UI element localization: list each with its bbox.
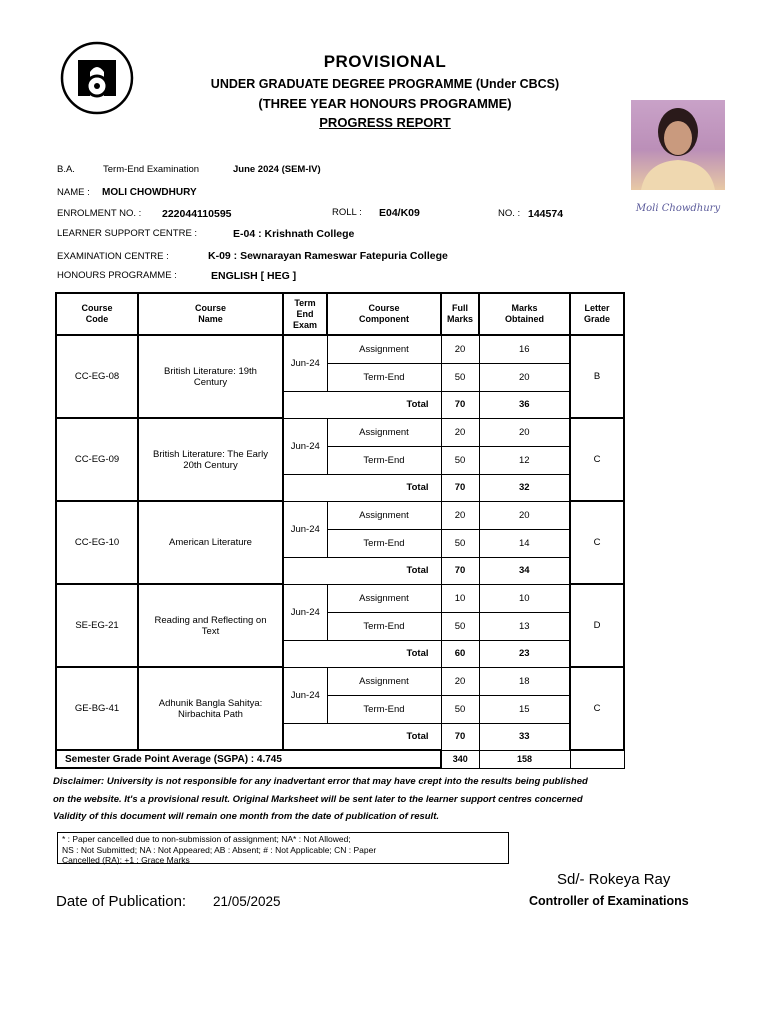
full-marks: 50 — [441, 612, 479, 640]
course-code: GE-BG-41 — [56, 667, 138, 750]
student-signature: Moli Chowdhury — [635, 202, 721, 214]
component-assignment: Assignment — [327, 584, 441, 612]
abbreviation-legend — [57, 832, 509, 864]
component-assignment: Assignment — [327, 335, 441, 363]
serial-number: 144574 — [528, 208, 564, 220]
grand-total-full-marks: 340 — [441, 750, 479, 768]
letter-grade: C — [570, 667, 624, 750]
nsou-emblem-icon — [54, 40, 140, 116]
marks-obtained: 16 — [479, 335, 570, 363]
full-marks: 10 — [441, 584, 479, 612]
marks-obtained: 13 — [479, 612, 570, 640]
marks-table-body — [56, 335, 624, 768]
sgpa-label: Semester Grade Point Average (SGPA) : 4.745 — [56, 750, 441, 768]
component-term-end: Term-End — [327, 529, 441, 557]
honours-line: (THREE YEAR HONOURS PROGRAMME) — [258, 96, 512, 111]
course-row-assignment — [56, 667, 624, 695]
sgpa-empty — [570, 750, 624, 768]
marks-obtained: 10 — [479, 584, 570, 612]
honours-programme: ENGLISH [ HEG ] — [211, 270, 297, 282]
marks-obtained: 20 — [479, 501, 570, 529]
disclaimer-line: Disclaimer: University is not responsible for any inadvertant error that may have crept into the results being published — [53, 776, 588, 787]
learner-support-centre: E-04 : Krishnath College — [233, 228, 355, 240]
header-marks-obtained: Marks Obtained — [479, 293, 570, 335]
course-name: American Literature — [138, 501, 283, 584]
degree: B.A. — [57, 164, 75, 175]
disclaimer-line: Validity of this document will remain one month from the date of publication of result. — [53, 811, 440, 822]
grand-total-marks-obtained: 158 — [479, 750, 570, 768]
full-marks: 20 — [441, 335, 479, 363]
controller-signature: Sd/- Rokeya Ray — [557, 871, 671, 888]
student-name: MOLI CHOWDHURY — [102, 187, 197, 198]
component-assignment: Assignment — [327, 501, 441, 529]
term-end-exam: Jun-24 — [283, 667, 327, 723]
exam-label: Term-End Examination — [103, 164, 200, 175]
course-code: CC-EG-09 — [56, 418, 138, 501]
marks-obtained: 20 — [479, 363, 570, 391]
header-course-name: Course Name — [138, 293, 283, 335]
full-marks: 50 — [441, 529, 479, 557]
course-name: Adhunik Bangla Sahitya: Nirbachita Path — [138, 667, 283, 750]
course-row-assignment — [56, 335, 624, 363]
course-name: Reading and Reflecting on Text — [138, 584, 283, 667]
marks-obtained: 14 — [479, 529, 570, 557]
total-label: Total — [283, 723, 441, 750]
ec-label: EXAMINATION CENTRE : — [57, 251, 169, 262]
component-term-end: Term-End — [327, 695, 441, 723]
total-marks-obtained: 32 — [479, 474, 570, 501]
header-term-end-exam: Term End Exam — [283, 293, 327, 335]
header-full-marks: Full Marks — [441, 293, 479, 335]
total-full-marks: 70 — [441, 723, 479, 750]
course-code: SE-EG-21 — [56, 584, 138, 667]
university-logo — [54, 40, 140, 116]
no-label: NO. : — [498, 208, 521, 219]
course-row-assignment — [56, 584, 624, 612]
publication-date-label: Date of Publication: — [56, 893, 187, 910]
term-end-exam: Jun-24 — [283, 584, 327, 640]
marks-obtained: 12 — [479, 446, 570, 474]
examination-centre: K-09 : Sewnarayan Rameswar Fatepuria College — [208, 250, 448, 262]
letter-grade: D — [570, 584, 624, 667]
course-name: British Literature: The Early 20th Century — [138, 418, 283, 501]
header-letter-grade: Letter Grade — [570, 293, 624, 335]
full-marks: 50 — [441, 363, 479, 391]
total-full-marks: 70 — [441, 474, 479, 501]
report-title: PROGRESS REPORT — [319, 115, 451, 130]
legend-line: * : Paper cancelled due to non-submission of assignment; NA* : Not Allowed; — [62, 834, 351, 844]
letter-grade: C — [570, 418, 624, 501]
controller-designation: Controller of Examinations — [529, 894, 689, 908]
letter-grade: B — [570, 335, 624, 418]
roll-label: ROLL : — [332, 207, 362, 218]
component-assignment: Assignment — [327, 667, 441, 695]
total-marks-obtained: 34 — [479, 557, 570, 584]
total-label: Total — [283, 640, 441, 667]
marks-obtained: 15 — [479, 695, 570, 723]
publication-date: 21/05/2025 — [213, 894, 281, 909]
enrolment-number: 222044110595 — [162, 208, 232, 220]
course-row-assignment — [56, 501, 624, 529]
document-title: PROVISIONAL — [323, 52, 447, 71]
legend-line: Cancelled (RA); +1 : Grace Marks — [62, 855, 190, 865]
full-marks: 20 — [441, 667, 479, 695]
full-marks: 50 — [441, 695, 479, 723]
total-full-marks: 70 — [441, 391, 479, 418]
student-photo — [631, 100, 725, 190]
name-label: NAME : — [57, 187, 90, 198]
roll-number: E04/K09 — [379, 207, 420, 219]
total-label: Total — [283, 557, 441, 584]
total-marks-obtained: 23 — [479, 640, 570, 667]
total-marks-obtained: 33 — [479, 723, 570, 750]
course-code: CC-EG-08 — [56, 335, 138, 418]
sgpa-row — [56, 750, 624, 768]
course-row-assignment — [56, 418, 624, 446]
term-end-exam: Jun-24 — [283, 501, 327, 557]
marks-obtained: 20 — [479, 418, 570, 446]
full-marks: 20 — [441, 418, 479, 446]
total-label: Total — [283, 474, 441, 501]
total-full-marks: 60 — [441, 640, 479, 667]
header-course-component: Course Component — [327, 293, 441, 335]
exam-session: June 2024 (SEM-IV) — [233, 164, 321, 175]
term-end-exam: Jun-24 — [283, 418, 327, 474]
disclaimer — [53, 773, 633, 826]
lsc-label: LEARNER SUPPORT CENTRE : — [57, 228, 198, 239]
marks-obtained: 18 — [479, 667, 570, 695]
legend-line: NS : Not Submitted; NA : Not Appeared; AB : Absent; # : Not Applicable; CN : Paper — [62, 844, 377, 855]
total-full-marks: 70 — [441, 557, 479, 584]
enrolment-label: ENROLMENT NO. : — [57, 208, 142, 219]
full-marks: 50 — [441, 446, 479, 474]
full-marks: 20 — [441, 501, 479, 529]
disclaimer-line: on the website. It's a provisional result. Original Marksheet will be sent later to the learner support centres concerned — [53, 793, 583, 805]
programme-line: UNDER GRADUATE DEGREE PROGRAMME (Under CBCS) — [210, 77, 560, 91]
course-name: British Literature: 19th Century — [138, 335, 283, 418]
total-marks-obtained: 36 — [479, 391, 570, 418]
component-term-end: Term-End — [327, 363, 441, 391]
hp-label: HONOURS PROGRAMME : — [57, 270, 177, 281]
course-code: CC-EG-10 — [56, 501, 138, 584]
marks-table — [55, 292, 625, 769]
header-course-code: Course Code — [56, 293, 138, 335]
term-end-exam: Jun-24 — [283, 335, 327, 391]
component-term-end: Term-End — [327, 446, 441, 474]
letter-grade: C — [570, 501, 624, 584]
total-label: Total — [283, 391, 441, 418]
component-assignment: Assignment — [327, 418, 441, 446]
component-term-end: Term-End — [327, 612, 441, 640]
